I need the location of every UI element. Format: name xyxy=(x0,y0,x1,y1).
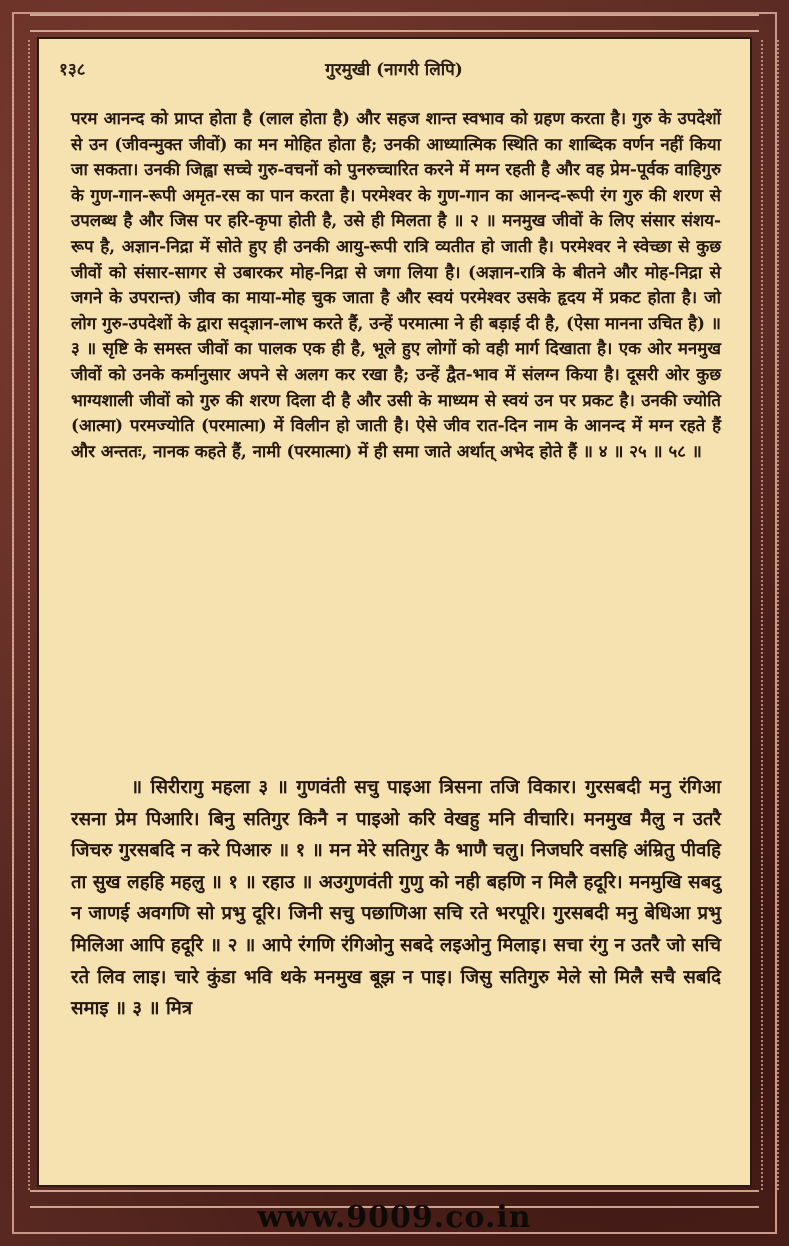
gurbani-text xyxy=(71,772,721,1025)
gurbani-verses: ॥ सिरीरागु महला ३ ॥ गुणवंती सचु पाइआ त्रिसना तजि विकार। गुरसबदी मनु रंगिआ रसना प्रेम पिआरि। बिनु सतिगुर किनै न पाइओ करि वेखहु मनि वीचारि। मनमुख मैलु न उतरै जिचरु गुरसबदि न करे पिआरु ॥ १ ॥ मन मेरे सतिगुर कै भाणै चलु। निजघरि वसहि अंम्रितु पीवहि ता सुख लहहि महलु ॥ १ ॥ रहाउ ॥ अउगुणवंती गुणु को नही बहणि न मिलै हदूरि। मनमुखि सबदु न जाणई अवगणि सो प्रभु दूरि। जिनी सचु पछाणिआ सचि रते भरपूरि। गुरसबदी मनु बेधिआ प्रभु मिलिआ आपि हदूरि ॥ २ ॥ आपे रंगणि रंगिओनु सबदे लइओनु मिलाइ। सचा रंगु न उतरै जो सचि रते लिव लाइ। चारे कुंडा भवि थके मनमुख बूझ न पाइ। जिसु सतिगुरु मेले सो मिलै सचै सबदि समाइ ॥ ३ ॥ मित्र xyxy=(71,777,721,1020)
website-footer: www.9009.co.in xyxy=(257,1200,532,1235)
commentary-text: परम आनन्द को प्राप्त होता है (लाल होता है) और सहज शान्त स्वभाव को ग्रहण करता है। गुरु के उपदेशों से उन (जीवन्मुक्त जीवों) का मन मोहित होता है; उनकी आध्यात्मिक स्थिति का शाब्दिक वर्णन नहीं किया जा सकता। उनकी जिह्वा सच्चे गुरु-वचनों को पुनरुच्चारित करने में मग्न रहती है और वह प्रेम-पूर्वक वाहिगुरु के गुण-गान-रूपी अमृत-रस का पान करता है। परमेश्वर के गुण-गान का आनन्द-रूपी रंग गुरु की शरण से उपलब्ध है और जिस पर हरि-कृपा होती है, उसे ही मिलता है ॥ २ ॥ मनमुख जीवों के लिए संसार संशय-रूप है, अज्ञान-निद्रा में सोते हुए ही उनकी आयु-रूपी रात्रि व्यतीत हो जाती है। परमेश्वर ने स्वेच्छा से कुछ जीवों को संसार-सागर से उबारकर मोह-निद्रा से जगा लिया है। (अज्ञान-रात्रि के बीतने और मोह-निद्रा से जगने के उपरान्त) जीव का माया-मोह चुक जाता है और स्वयं परमेश्वर उसके हृदय में प्रकट होता है। जो लोग गुरु-उपदेशों के द्वारा सद्ज्ञान-लाभ करते हैं, उन्हें परमात्मा ने ही बड़ाई दी है, (ऐसा मानना उचित है) ॥ ३ ॥ सृष्टि के समस्त जीवों का पालक एक ही है, भूले हुए लोगों को वही मार्ग दिखाता है। एक ओर मनमुख जीवों को उनके कर्मानुसार अपने से अलग कर रखा है; उन्हें द्वैत-भाव में संलग्न किया है। दूसरी ओर कुछ भाग्यशाली जीवों को गुरु की शरण दिला दी है और उसी के माध्यम से स्वयं उन पर प्रकट है। उनकी ज्योति (आत्मा) परमज्योति (परमात्मा) में विलीन हो जाती है। ऐसे जीव रात-दिन नाम के आनन्द में मग्न रहते हैं और अन्ततः, नानक कहते हैं, नामी (परमात्मा) में ही समा जाते अर्थात् अभेद होते हैं ॥ ४ ॥ २५ ॥ ५८ ॥ xyxy=(71,108,722,461)
page xyxy=(37,37,752,1187)
page-header xyxy=(59,57,729,83)
right-ornament xyxy=(761,40,779,1190)
left-ornament xyxy=(12,40,30,1190)
page-number: १३८ xyxy=(59,60,86,80)
page-title: गुरमुखी (नागरी लिपि) xyxy=(325,60,463,80)
top-ornament xyxy=(30,14,759,32)
